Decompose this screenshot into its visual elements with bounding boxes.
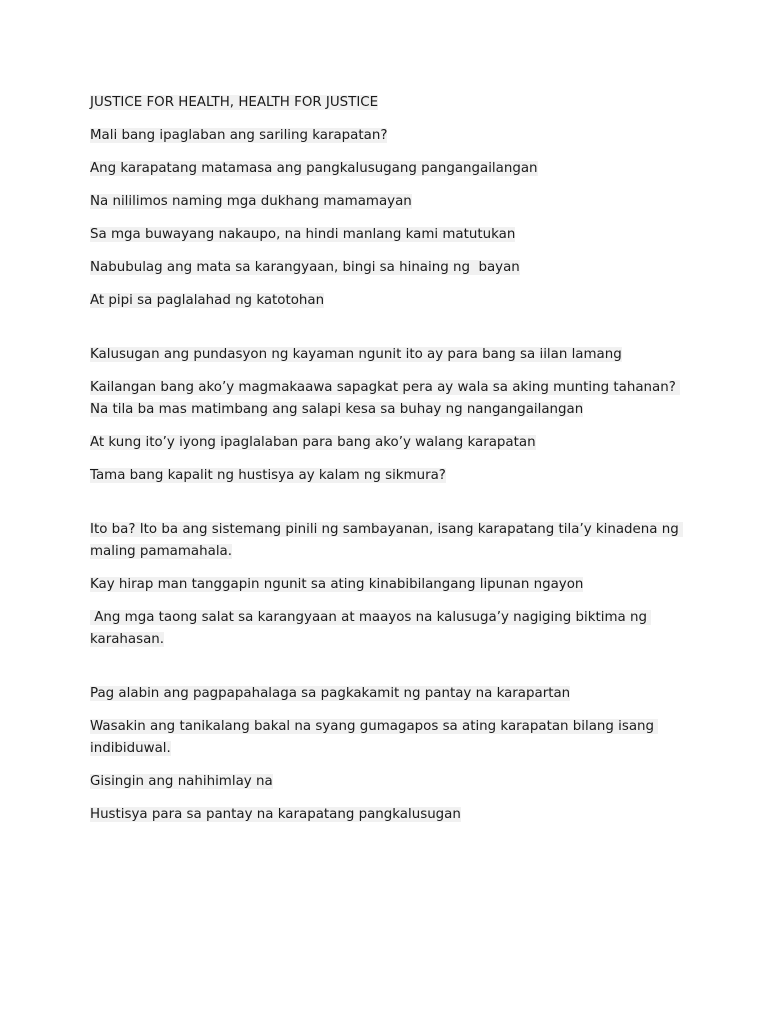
poem-line: [90, 158, 680, 180]
poem-line: [90, 519, 683, 563]
poem-line-text: At pipi sa paglalahad ng katotohan: [90, 293, 325, 308]
poem-line: [90, 257, 680, 279]
poem-line: [90, 191, 680, 213]
poem-line: [90, 716, 680, 760]
poem-line: [90, 432, 680, 454]
poem-line: [90, 465, 680, 487]
poem-line-text: Ang mga taong salat sa karangyaan at maayos na kalusuga’y nagiging biktima ng karahasan.: [90, 610, 652, 647]
poem-line-text: Tama bang kapalit ng hustisya ay kalam ng sikmura?: [90, 468, 446, 483]
poem-line-text: Ang karapatang matamasa ang pangkalusugang pangangailangan: [90, 161, 538, 176]
poem-line-text: At kung ito’y iyong ipaglalaban para bang ako’y walang karapatan: [90, 435, 536, 450]
poem-line: [90, 607, 680, 651]
poem-line-text: Na nililimos naming mga dukhang mamamayan: [90, 194, 412, 209]
poem-line-text: Kailangan bang ako’y magmakaawa sapagkat pera ay wala sa aking munting tahanan? Na tila ba mas matimbang ang salapi kesa sa buhay ng nangangailangan: [90, 380, 681, 417]
document-title-text: JUSTICE FOR HEALTH, HEALTH FOR JUSTICE: [90, 95, 379, 110]
poem-line: [90, 377, 680, 421]
poem-line-text: Ito ba? Ito ba ang sistemang pinili ng sambayanan, isang karapatang tila’y kinadena ng maling pamamahala.: [90, 522, 683, 559]
document-title: [90, 92, 680, 114]
stanza-4: [90, 683, 680, 826]
poem-line: [90, 574, 680, 596]
document-body: [90, 92, 683, 858]
stanza-3: [90, 519, 683, 651]
poem-line: [90, 683, 680, 705]
poem-line: [90, 224, 680, 246]
poem-line-text: Mali bang ipaglaban ang sariling karapatan?: [90, 128, 388, 143]
poem-line: [90, 804, 680, 826]
poem-line-text: Wasakin ang tanikalang bakal na syang gumagapos sa ating karapatan bilang isang indibiduwal.: [90, 719, 659, 756]
stanza-1: [90, 125, 680, 312]
poem-line-text: Nabubulag ang mata sa karangyaan, bingi sa hinaing ng bayan: [90, 260, 520, 275]
poem-line: [90, 290, 680, 312]
poem-line: [90, 125, 680, 147]
poem-line-text: Kalusugan ang pundasyon ng kayaman ngunit ito ay para bang sa iilan lamang: [90, 347, 622, 362]
poem-line-text: Gisingin ang nahihimlay na: [90, 774, 273, 789]
poem-line-text: Pag alabin ang pagpapahalaga sa pagkakamit ng pantay na karapartan: [90, 686, 571, 701]
poem-line-text: Sa mga buwayang nakaupo, na hindi manlang kami matutukan: [90, 227, 516, 242]
poem-line: [90, 344, 680, 366]
stanza-2: [90, 344, 680, 487]
poem-line-text: Hustisya para sa pantay na karapatang pangkalusugan: [90, 807, 461, 822]
poem-line-text: Kay hirap man tanggapin ngunit sa ating kinabibilangang lipunan ngayon: [90, 577, 584, 592]
poem-line: [90, 771, 680, 793]
